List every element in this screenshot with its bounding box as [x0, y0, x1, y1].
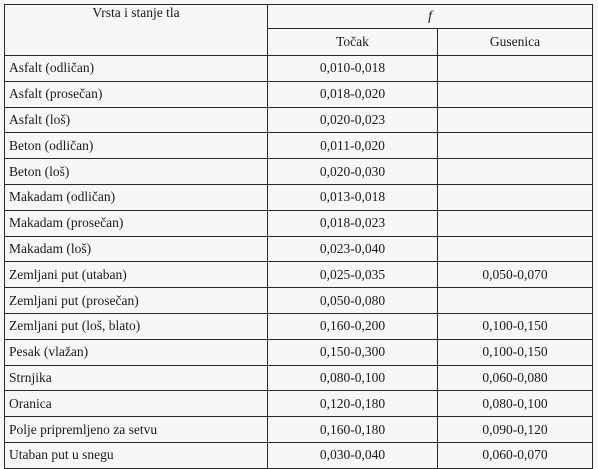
surface-cell: Makadam (prosečan): [5, 210, 268, 236]
table-row: [5, 365, 593, 391]
surface-cell: Utaban put u snegu: [5, 442, 268, 468]
track-value-cell: 0,060-0,070: [438, 442, 593, 468]
table-row: [5, 56, 593, 82]
surface-cell: Makadam (loš): [5, 236, 268, 262]
track-value-cell: 0,100-0,150: [438, 313, 593, 339]
surface-cell: Beton (loš): [5, 159, 268, 185]
table-body: [5, 56, 593, 469]
table-row: [5, 288, 593, 314]
table-row: [5, 391, 593, 417]
wheel-value-cell: 0,018-0,023: [268, 210, 438, 236]
track-value-cell: [438, 184, 593, 210]
table-row: [5, 159, 593, 185]
table-row: [5, 442, 593, 468]
track-value-cell: 0,100-0,150: [438, 339, 593, 365]
track-value-cell: 0,080-0,100: [438, 391, 593, 417]
surface-cell: Oranica: [5, 391, 268, 417]
wheel-value-cell: 0,018-0,020: [268, 81, 438, 107]
track-value-cell: [438, 107, 593, 133]
surface-cell: Zemljani put (utaban): [5, 262, 268, 288]
surface-cell: Zemljani put (prosečan): [5, 288, 268, 314]
wheel-value-cell: 0,010-0,018: [268, 56, 438, 82]
track-value-cell: [438, 81, 593, 107]
wheel-value-cell: 0,160-0,200: [268, 313, 438, 339]
surface-cell: Asfalt (odličan): [5, 56, 268, 82]
surface-cell: Zemljani put (loš, blato): [5, 313, 268, 339]
wheel-value-cell: 0,020-0,023: [268, 107, 438, 133]
header-track: Gusenica: [438, 29, 593, 56]
track-value-cell: 0,060-0,080: [438, 365, 593, 391]
wheel-value-cell: 0,011-0,020: [268, 133, 438, 159]
header-coefficient: f: [268, 5, 593, 29]
surface-cell: Asfalt (loš): [5, 107, 268, 133]
table-row: [5, 133, 593, 159]
wheel-value-cell: 0,050-0,080: [268, 288, 438, 314]
wheel-value-cell: 0,013-0,018: [268, 184, 438, 210]
surface-cell: Asfalt (prosečan): [5, 81, 268, 107]
track-value-cell: [438, 56, 593, 82]
wheel-value-cell: 0,080-0,100: [268, 365, 438, 391]
table-row: [5, 339, 593, 365]
table-row: [5, 81, 593, 107]
track-value-cell: 0,090-0,120: [438, 417, 593, 443]
table-row: [5, 313, 593, 339]
wheel-value-cell: 0,030-0,040: [268, 442, 438, 468]
table-row: [5, 107, 593, 133]
track-value-cell: 0,050-0,070: [438, 262, 593, 288]
track-value-cell: [438, 236, 593, 262]
table-row: [5, 184, 593, 210]
surface-cell: Strnjika: [5, 365, 268, 391]
track-value-cell: [438, 210, 593, 236]
table-row: [5, 210, 593, 236]
wheel-value-cell: 0,160-0,180: [268, 417, 438, 443]
surface-cell: Polje pripremljeno za setvu: [5, 417, 268, 443]
header-wheel: Točak: [268, 29, 438, 56]
wheel-value-cell: 0,150-0,300: [268, 339, 438, 365]
track-value-cell: [438, 133, 593, 159]
track-value-cell: [438, 159, 593, 185]
surface-cell: Beton (odličan): [5, 133, 268, 159]
track-value-cell: [438, 288, 593, 314]
table-row: [5, 417, 593, 443]
wheel-value-cell: 0,023-0,040: [268, 236, 438, 262]
wheel-value-cell: 0,020-0,030: [268, 159, 438, 185]
header-surface: Vrsta i stanje tla: [5, 5, 268, 56]
wheel-value-cell: 0,120-0,180: [268, 391, 438, 417]
rolling-resistance-table: [4, 4, 593, 469]
surface-cell: Makadam (odličan): [5, 184, 268, 210]
table-row: [5, 262, 593, 288]
wheel-value-cell: 0,025-0,035: [268, 262, 438, 288]
table-row: [5, 236, 593, 262]
surface-cell: Pesak (vlažan): [5, 339, 268, 365]
